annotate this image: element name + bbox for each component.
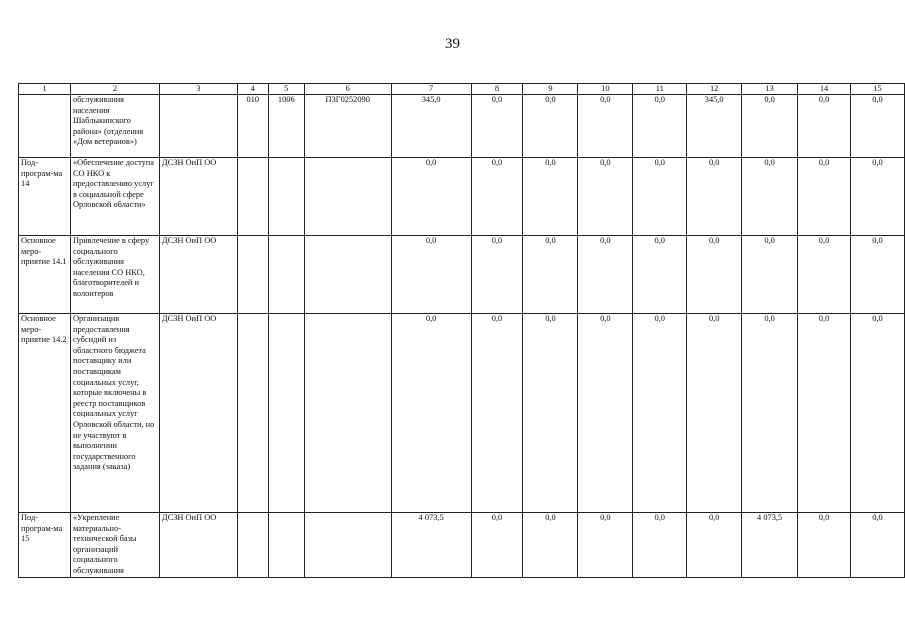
cell-value: 0,0 <box>471 314 523 513</box>
column-header: 13 <box>742 84 798 95</box>
cell-name: «Обеспечение доступа СО НКО к предоставлению услуг в социальной сфере Орловской области» <box>70 158 159 236</box>
cell-rzpr <box>268 158 304 236</box>
cell-value: 0,0 <box>742 95 798 158</box>
column-header: 11 <box>633 84 687 95</box>
cell-name: «Укрепление материально-технической базы организаций социального обслуживания <box>70 513 159 578</box>
cell-value: 0,0 <box>798 236 851 314</box>
cell-grbs: 010 <box>237 95 268 158</box>
cell-value: 0,0 <box>523 95 578 158</box>
column-header: 7 <box>391 84 471 95</box>
table-row <box>19 158 905 236</box>
cell-value: 0,0 <box>850 236 904 314</box>
cell-value: 0,0 <box>523 158 578 236</box>
cell-grbs <box>237 314 268 513</box>
column-header: 10 <box>578 84 633 95</box>
cell-name: Привлечение в сферу социального обслуживания населения СО НКО, благотворителей и волонтеров <box>70 236 159 314</box>
cell-value: 0,0 <box>523 314 578 513</box>
cell-value: 4 073,5 <box>742 513 798 578</box>
cell-executor: ДСЗН ОиП ОО <box>159 236 237 314</box>
column-header: 15 <box>850 84 904 95</box>
cell-code: Под-програм-ма 15 <box>19 513 71 578</box>
cell-value: 0,0 <box>687 158 742 236</box>
cell-value: 0,0 <box>578 158 633 236</box>
cell-code: Основное меро-приятие 14.2 <box>19 314 71 513</box>
cell-value: 0,0 <box>578 236 633 314</box>
cell-value: 0,0 <box>633 513 687 578</box>
cell-executor <box>159 95 237 158</box>
cell-value: 345,0 <box>687 95 742 158</box>
cell-value: 0,0 <box>742 236 798 314</box>
column-header: 1 <box>19 84 71 95</box>
column-header: 8 <box>471 84 523 95</box>
cell-csr <box>304 158 391 236</box>
cell-value: 0,0 <box>578 513 633 578</box>
cell-value: 0,0 <box>687 314 742 513</box>
cell-value: 0,0 <box>798 314 851 513</box>
cell-grbs <box>237 158 268 236</box>
cell-csr <box>304 236 391 314</box>
cell-csr <box>304 513 391 578</box>
budget-table <box>18 83 905 578</box>
cell-value: 0,0 <box>391 236 471 314</box>
cell-csr: П3Г0252090 <box>304 95 391 158</box>
cell-value: 0,0 <box>471 236 523 314</box>
column-header: 12 <box>687 84 742 95</box>
cell-value: 0,0 <box>471 158 523 236</box>
cell-value: 0,0 <box>633 236 687 314</box>
cell-executor: ДСЗН ОиП ОО <box>159 513 237 578</box>
cell-value: 4 073,5 <box>391 513 471 578</box>
cell-value: 345,0 <box>391 95 471 158</box>
cell-value: 0,0 <box>687 513 742 578</box>
cell-grbs <box>237 236 268 314</box>
cell-name: Организация предоставления субсидий из областного бюджета поставщику или поставщикам социальных услуг, которые включены в реестр поставщиков социальных услуг Орловской области, но не участвуют в выполнении государственного задания (заказа) <box>70 314 159 513</box>
column-header: 2 <box>70 84 159 95</box>
cell-value: 0,0 <box>798 158 851 236</box>
cell-value: 0,0 <box>578 314 633 513</box>
table-row <box>19 513 905 578</box>
column-header: 4 <box>237 84 268 95</box>
table-row <box>19 95 905 158</box>
column-header: 6 <box>304 84 391 95</box>
cell-value: 0,0 <box>471 95 523 158</box>
cell-value: 0,0 <box>798 513 851 578</box>
table-row <box>19 314 905 513</box>
cell-executor: ДСЗН ОиП ОО <box>159 314 237 513</box>
cell-value: 0,0 <box>523 513 578 578</box>
cell-value: 0,0 <box>798 95 851 158</box>
cell-value: 0,0 <box>633 95 687 158</box>
column-header: 9 <box>523 84 578 95</box>
cell-value: 0,0 <box>850 158 904 236</box>
cell-value: 0,0 <box>742 314 798 513</box>
cell-executor: ДСЗН ОиП ОО <box>159 158 237 236</box>
cell-value: 0,0 <box>633 158 687 236</box>
cell-code: Под-програм-ма 14 <box>19 158 71 236</box>
cell-value: 0,0 <box>578 95 633 158</box>
header-row <box>19 84 905 95</box>
cell-value: 0,0 <box>850 95 904 158</box>
cell-value: 0,0 <box>742 158 798 236</box>
cell-grbs <box>237 513 268 578</box>
cell-name: обслуживания населения Шаблыкинского района» (отделения «Дом ветеранов») <box>70 95 159 158</box>
cell-code <box>19 95 71 158</box>
column-header: 14 <box>798 84 851 95</box>
cell-value: 0,0 <box>850 314 904 513</box>
cell-rzpr <box>268 513 304 578</box>
column-header: 5 <box>268 84 304 95</box>
cell-value: 0,0 <box>850 513 904 578</box>
cell-code: Основное меро-приятие 14.1 <box>19 236 71 314</box>
column-header: 3 <box>159 84 237 95</box>
table-row <box>19 236 905 314</box>
cell-value: 0,0 <box>391 158 471 236</box>
cell-csr <box>304 314 391 513</box>
cell-value: 0,0 <box>471 513 523 578</box>
cell-value: 0,0 <box>523 236 578 314</box>
cell-rzpr <box>268 314 304 513</box>
cell-value: 0,0 <box>633 314 687 513</box>
cell-value: 0,0 <box>391 314 471 513</box>
page-number: 39 <box>445 36 460 52</box>
cell-rzpr: 1006 <box>268 95 304 158</box>
cell-value: 0,0 <box>687 236 742 314</box>
cell-rzpr <box>268 236 304 314</box>
